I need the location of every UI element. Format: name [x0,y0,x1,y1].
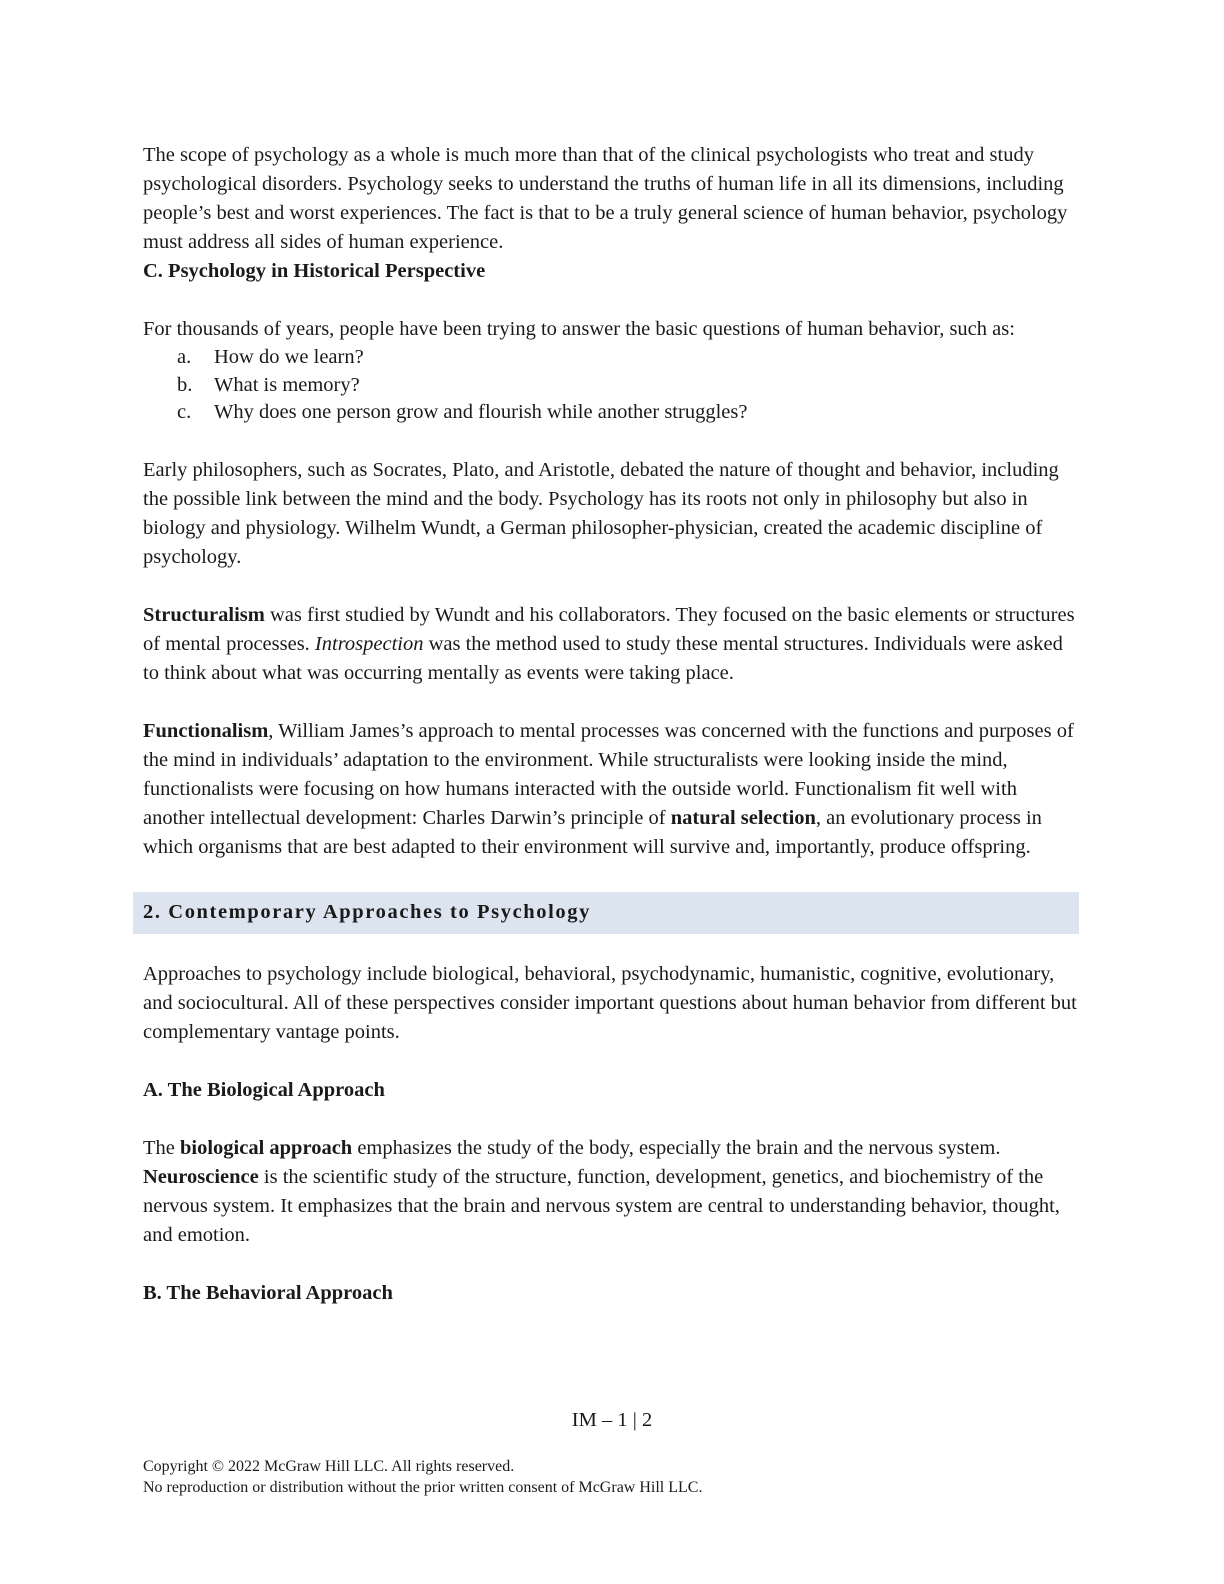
list-marker: b. [177,373,193,396]
copyright-notice [143,1456,702,1498]
philosophers-paragraph: Early philosophers, such as Socrates, Plato, and Aristotle, debated the nature of thought and behavior, including the possible link between the mind and the body. Psychology has its roots not only in philosophy but also in biology and physiology. Wilhelm Wundt, a German philosopher-physician, created the academic discipline of psychology. [143,458,1059,568]
functionalism-term: Functionalism [143,719,269,742]
questions-list [143,344,1079,427]
section-heading-bar: 2. Contemporary Approaches to Psychology [133,892,1079,934]
functionalism-paragraph [143,717,1079,862]
historical-lead: For thousands of years, people have been trying to answer the basic questions of human behavior, such as: [143,318,1015,340]
list-marker: a. [177,346,192,368]
copyright-line-1: Copyright © 2022 McGraw Hill LLC. All rights reserved. [143,1458,515,1475]
copyright-line-2: No reproduction or distribution without the prior written consent of McGraw Hill LLC. [143,1479,703,1496]
introspection-term: Introspection [314,632,424,655]
structuralism-paragraph [143,601,1079,688]
list-item [143,399,1079,427]
natural-selection-term: natural selection [670,806,816,829]
biological-text-2: is the scientific study of the structure, function, development, genetics, and biochemistry of the nervous system. It emphasizes that the brain and nervous system are central to understanding behavior, thought, and emotion. [143,1165,1060,1246]
biological-paragraph [143,1134,1079,1250]
page-number: IM – 1 | 2 [571,1409,653,1431]
neuroscience-term: Neuroscience [143,1165,259,1188]
list-marker: c. [177,401,192,423]
historical-heading: C. Psychology in Historical Perspective [143,260,486,282]
biological-heading: A. The Biological Approach [143,1078,385,1101]
list-item [143,344,1079,372]
list-item-text: Why does one person grow and flourish while another struggles? [214,401,748,423]
page-content [143,141,1079,1308]
structuralism-text-1: was first studied by Wundt and his collaborators. They focused on the basic elements or structures of mental processes. [143,603,1075,655]
intro-paragraph: The scope of psychology as a whole is much more than that of the clinical psychologists who treat and study psychological disorders. Psychology seeks to understand the truths of human life in all its dimensions, including people’s best and worst experiences. The fact is that to be a truly general science of human behavior, psychology must address all sides of human experience. [143,144,1068,253]
functionalism-text-1: , William James’s approach to mental processes was concerned with the functions and purposes of the mind in individuals’ adaptation to the environment. While structuralists were looking inside the mind, functionalists were focusing on how humans interacted with the outside world. Functionalism fit well with another intellectual development: Charles Darwin’s principle of [143,719,1074,829]
list-item-text: How do we learn? [214,346,364,368]
structuralism-term: Structuralism [143,603,265,626]
biological-lead: The [143,1136,180,1159]
functionalism-text-2: , an evolutionary process in which organisms that are best adapted to their environment will survive and, importantly, produce offspring. [143,806,1042,858]
section2-intro: Approaches to psychology include biological, behavioral, psychodynamic, humanistic, cognitive, evolutionary, and sociocultural. All of these perspectives consider important questions about human behavior from different but complementary vantage points. [143,962,1077,1043]
list-item [143,372,1079,400]
structuralism-text-2: was the method used to study these mental structures. Individuals were asked to think about what was occurring mentally as events were taking place. [143,632,1063,684]
behavioral-heading: B. The Behavioral Approach [143,1281,393,1304]
list-item-text: What is memory? [214,373,360,396]
biological-text-1: emphasizes the study of the body, especially the brain and the nervous system. [352,1136,1001,1159]
biological-approach-term: biological approach [180,1136,353,1159]
